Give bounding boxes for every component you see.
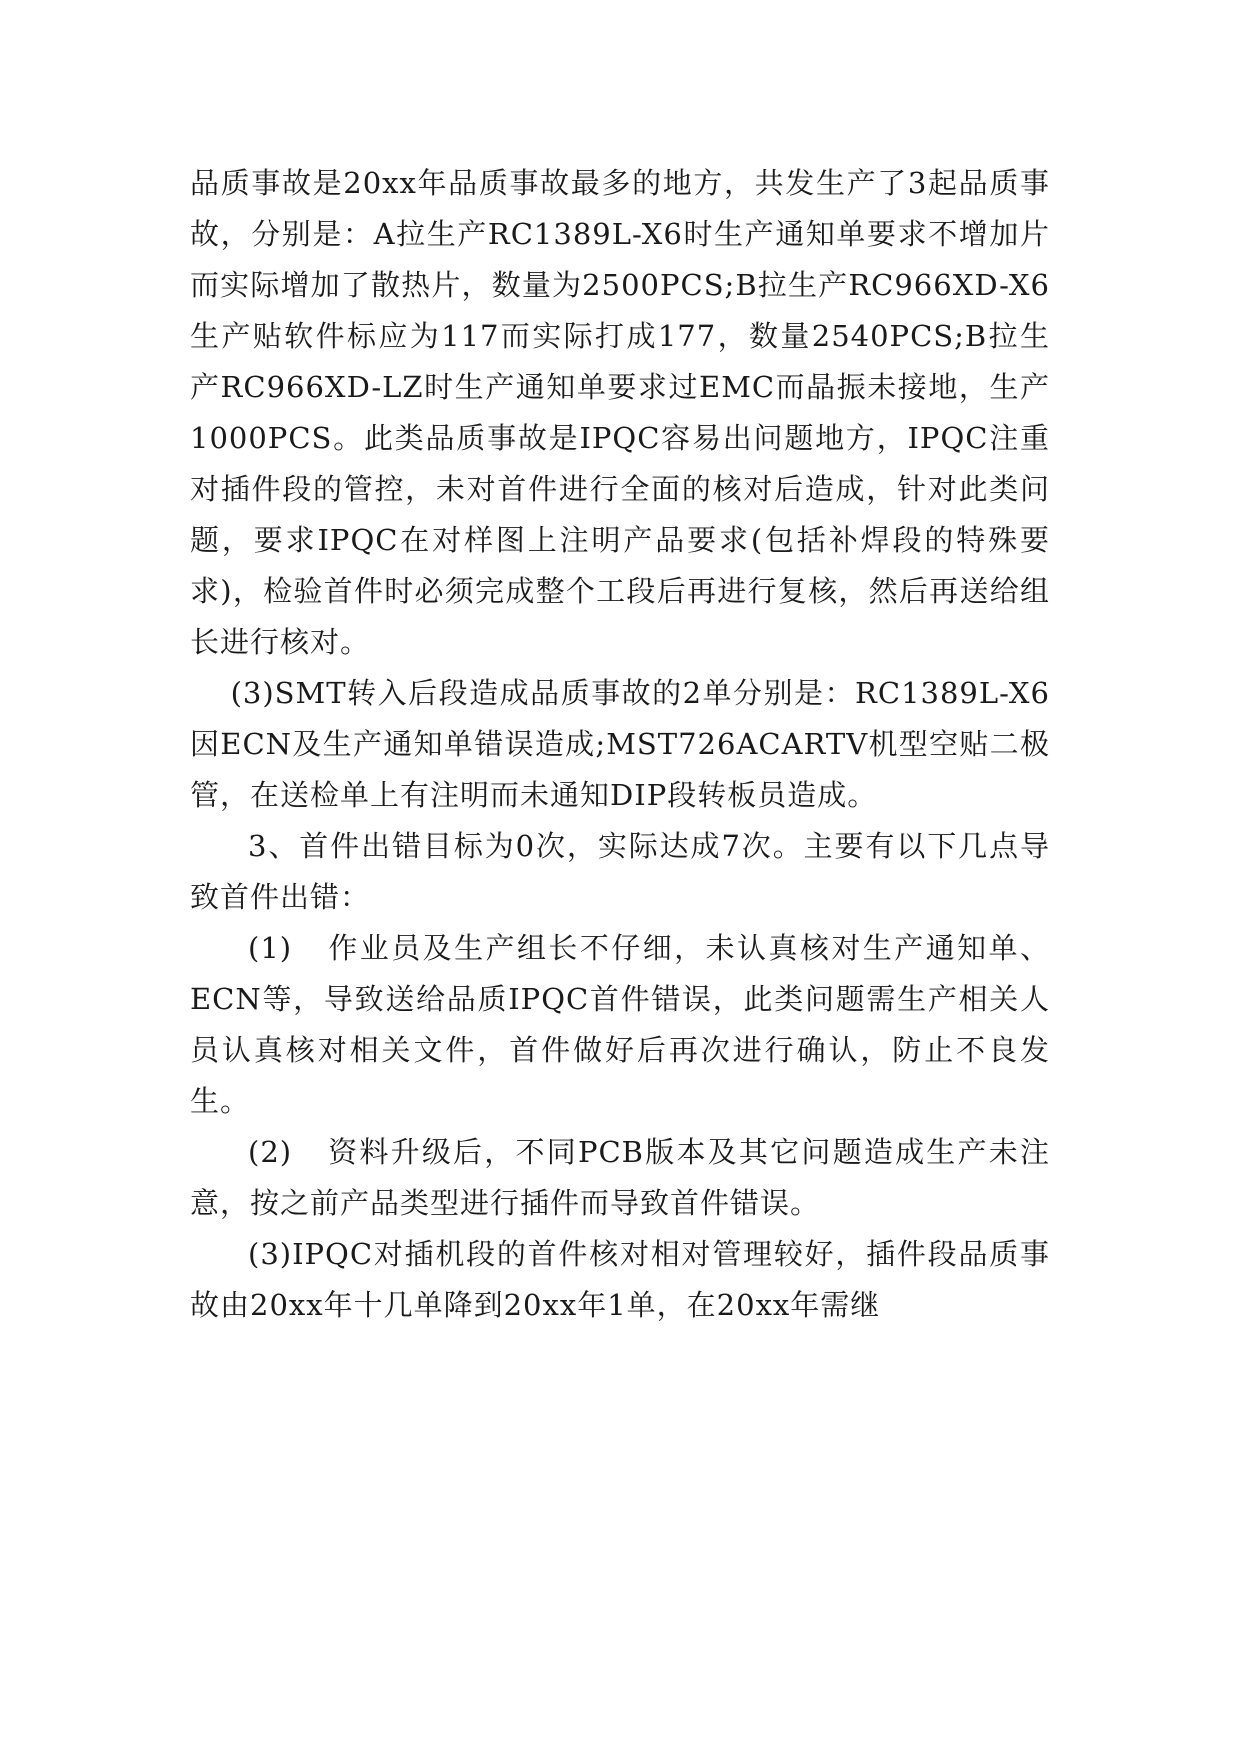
document-page	[190, 158, 1050, 1331]
item-2-number: (2)	[248, 1135, 293, 1169]
paragraph-quality-incidents: 品质事故是20xx年品质事故最多的地方，共发生产了3起品质事故，分别是：A拉生产RC1389L-X6时生产通知单要求不增加片而实际增加了散热片，数量为2500PCS;B拉生产RC966XD-X6生产贴软件标应为117而实际打成177，数量2540PCS;B拉生产RC966XD-LZ时生产通知单要求过EMC而晶振未接地，生产1000PCS。此类品质事故是IPQC容易出问题地方，IPQC注重对插件段的管控，未对首件进行全面的核对后造成，针对此类问题，要求IPQC在对样图上注明产品要求(包括补焊段的特殊要求)，检验首件时必须完成整个工段后再进行复核，然后再送给组长进行核对。	[190, 166, 1050, 659]
paragraph-first-article-errors: 3、首件出错目标为0次，实际达成7次。主要有以下几点导致首件出错：	[190, 829, 1050, 914]
paragraph-item-1	[190, 923, 1050, 1127]
item-2-text: 资料升级后，不同PCB版本及其它问题造成生产未注意，按之前产品类型进行插件而导致首件错误。	[190, 1135, 1050, 1220]
paragraph-item-2	[190, 1127, 1050, 1229]
paragraph-smt-incidents: (3)SMT转入后段造成品质事故的2单分别是：RC1389L-X6因ECN及生产通知单错误造成;MST726ACARTV机型空贴二极管，在送检单上有注明而未通知DIP段转板员造成。	[190, 676, 1050, 812]
item-1-text: 作业员及生产组长不仔细，未认真核对生产通知单、ECN等，导致送给品质IPQC首件错误，此类问题需生产相关人员认真核对相关文件，首件做好后再次进行确认，防止不良发生。	[190, 931, 1050, 1118]
paragraph-item-3: (3)IPQC对插机段的首件核对相对管理较好，插件段品质事故由20xx年十几单降到20xx年1单，在20xx年需继	[190, 1237, 1050, 1322]
item-1-number: (1)	[248, 931, 293, 965]
